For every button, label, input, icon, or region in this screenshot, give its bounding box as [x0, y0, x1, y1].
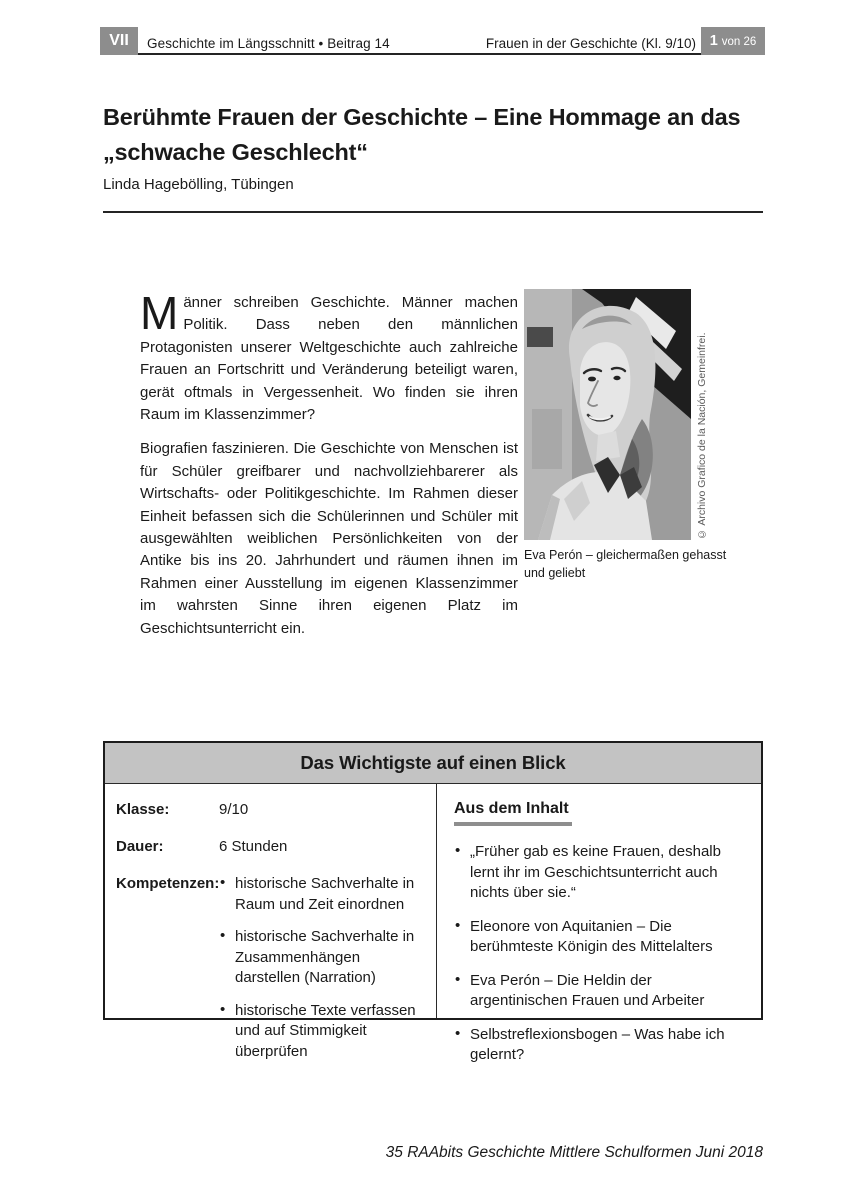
- kompetenzen-list: [219, 874, 428, 1074]
- klasse-label: Klasse:: [116, 801, 170, 818]
- list-item: • Eleonore von Aquitanien – Die berühmteste Königin des Mittelalters: [454, 917, 749, 958]
- overview-left-column: [105, 784, 437, 1060]
- list-item: • historische Texte verfassen und auf Stimmigkeit überprüfen: [219, 1001, 428, 1063]
- klasse-value: 9/10: [219, 801, 249, 818]
- page-number: 1: [709, 33, 718, 49]
- page-title-line2: „schwache Geschlecht“: [103, 139, 368, 165]
- list-item: • historische Sachverhalte in Zusammenhängen darstellen (Narration): [219, 927, 428, 989]
- page-number-badge: [701, 27, 765, 55]
- intro-paragraph-1-text: änner schreiben Geschichte. Männer machen Politik. Dass neben den männlichen Protagonisten unserer Weltgeschichte auch zahlreiche Frauen an Fortschritt und Veränderung beteiligt waren, gerät oftmals in Vergessenheit. Wo finden sie ihren Raum im Klassenzimmer?: [140, 294, 518, 424]
- dauer-value: 6 Stunden: [219, 838, 288, 855]
- list-item: • historische Sachverhalte in Raum und Zeit einordnen: [219, 874, 428, 915]
- page-of: von 26: [721, 36, 757, 48]
- overview-right-column: [437, 784, 761, 1063]
- intro-paragraph-1: [140, 287, 518, 426]
- photo-caption: Eva Perón – gleichermaßen gehasst und geliebt: [524, 548, 727, 580]
- kompetenzen-row: [116, 874, 428, 1074]
- header-rule: [100, 53, 765, 55]
- inhalt-heading-underline: [454, 822, 572, 826]
- title-rule: [103, 211, 763, 213]
- list-item: • Eva Perón – Die Heldin der argentinischen Frauen und Arbeiter: [454, 971, 749, 1012]
- klasse-row: [116, 800, 428, 820]
- inhalt-list: [454, 842, 749, 1066]
- eva-peron-photo: [524, 289, 691, 540]
- list-item: • Selbstreflexionsbogen – Was habe ich gelernt?: [454, 1025, 749, 1066]
- overview-box: [103, 741, 763, 1063]
- page-title-line1: Berühmte Frauen der Geschichte – Eine Hommage an das: [103, 104, 741, 130]
- series-label: Geschichte im Längsschnitt • Beitrag 14: [147, 36, 390, 51]
- overview-box-body: [105, 784, 761, 1063]
- intro-paragraph-2: Biografien faszinieren. Die Geschichte von Menschen ist für Schüler greifbarer und nachvollziehbarerer als Wirtschafts- oder Politikgeschichte. Im Rahmen dieser Einheit befassen sich die Schülerinnen und Schüler mit ausgewählten weiblichen Persönlichkeiten von der Antike bis ins 20. Jahrhundert und räumen ihnen im Rahmen einer Ausstellung im eigenen Klassenzimmer im wahrsten Sinne ihren eigenen Platz im Geschichtsunterricht ein.: [140, 440, 518, 637]
- intro-text: [140, 287, 518, 640]
- topic-label: Frauen in der Geschichte (Kl. 9/10): [485, 36, 696, 51]
- footer-imprint: 35 RAAbits Geschichte Mittlere Schulformen Juni 2018: [385, 1144, 763, 1161]
- overview-box-title: Das Wichtigste auf einen Blick: [105, 743, 761, 784]
- kompetenzen-label: Kompetenzen:: [116, 875, 220, 892]
- author-line: Linda Hagebölling, Tübingen: [103, 176, 294, 193]
- volume-badge: VII: [100, 27, 138, 55]
- dauer-label: Dauer:: [116, 838, 164, 855]
- dropcap: M: [140, 287, 179, 339]
- list-item: • „Früher gab es keine Frauen, deshalb lernt ihr im Geschichtsunterricht auch nichts über sie.“: [454, 842, 749, 904]
- inhalt-heading: Aus dem Inhalt: [454, 800, 569, 817]
- page-title: [103, 100, 773, 170]
- dauer-row: [116, 837, 428, 857]
- photo-credit: © Archivo Grafico de la Nación, Gemeinfrei.: [696, 332, 708, 540]
